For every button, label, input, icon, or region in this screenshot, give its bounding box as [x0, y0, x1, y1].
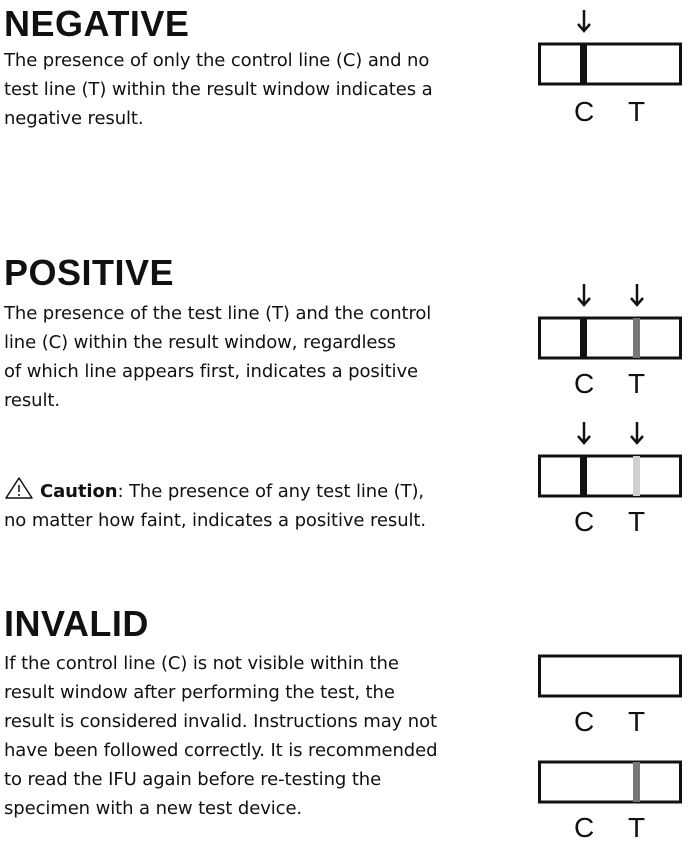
down-arrow-icon [631, 284, 643, 305]
control-label: C [574, 96, 595, 127]
caution-label: Caution [40, 481, 118, 502]
result-window [540, 762, 681, 802]
positive-heading: POSITIVE [4, 252, 175, 293]
warning-triangle-icon [4, 447, 34, 469]
result-window [540, 456, 681, 496]
positive-description: The presence of the test line (T) and the control line (C) within the result window, regardless of which line appears first, indicates a positive result. [4, 303, 432, 411]
caution-text: : The presence of any test line (T), no matter how faint, indicates a positive result. [4, 481, 426, 531]
result-window [540, 318, 681, 358]
control-label: C [574, 506, 595, 537]
result-window [540, 44, 681, 84]
positive-strip-diagram-faint [538, 420, 682, 540]
control-label: C [574, 812, 595, 843]
test-label: T [628, 706, 646, 737]
positive-strip-diagram-strong [538, 282, 682, 402]
control-label: C [574, 706, 595, 737]
caution-note [4, 418, 426, 535]
result-window [540, 656, 681, 696]
invalid-strip-diagram-test-only [538, 726, 682, 846]
down-arrow-icon [631, 422, 643, 443]
test-line-strong [633, 762, 640, 802]
down-arrow-icon [578, 284, 590, 305]
control-line [580, 44, 587, 84]
invalid-description: If the control line (C) is not visible within the result window after performing the test, the result is considered invalid. Instructions may not have been followed correctly. It is recommended to read the IFU again before re-testing the specimen with a new test device. [4, 653, 438, 819]
control-line [580, 456, 587, 496]
test-label: T [628, 812, 646, 843]
test-line-faint [633, 456, 640, 496]
control-line [580, 318, 587, 358]
control-label: C [574, 368, 595, 399]
test-label: T [628, 368, 646, 399]
negative-heading: NEGATIVE [4, 3, 190, 44]
test-line-strong [633, 318, 640, 358]
negative-strip-diagram [538, 8, 682, 128]
down-arrow-icon [578, 10, 590, 31]
negative-description: The presence of only the control line (C) and no test line (T) within the result window indicates a negative result. [4, 50, 433, 129]
invalid-strip-diagram-empty [538, 620, 682, 737]
test-label: T [628, 506, 646, 537]
invalid-heading: INVALID [4, 603, 149, 644]
test-label: T [628, 96, 646, 127]
down-arrow-icon [578, 422, 590, 443]
